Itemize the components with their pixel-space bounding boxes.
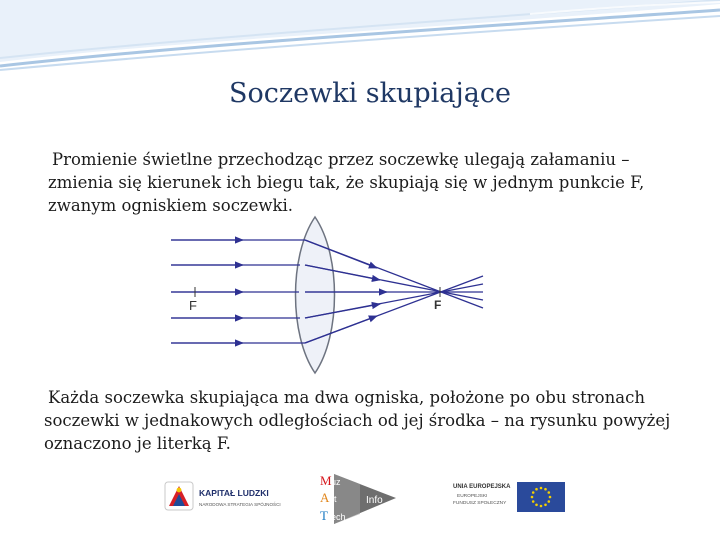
logo-letter-t: T (320, 508, 328, 523)
logo-text-rt: rt (331, 494, 337, 504)
eu-fund-line1: EUROPEJSKI (457, 494, 488, 499)
kapital-ludzki-logo (163, 478, 285, 514)
eu-name: UNIA EUROPEJSKA (453, 484, 511, 490)
focus-right-label: F (434, 298, 442, 312)
logo-text-ech: ech (331, 512, 346, 522)
focus-left-label: F (189, 298, 197, 313)
kapital-ludzki-name: KAPITAŁ LUDZKI (199, 488, 269, 498)
logo-text-info: Info (366, 495, 383, 506)
paragraph-intro-line: Promienie świetlne przechodząc przez soczewkę ulegają załamaniu – (52, 150, 630, 169)
eu-fund-line2: FUNDUSZ SPOŁECZNY (453, 501, 507, 506)
kapital-ludzki-subtitle: NARODOWA STRATEGIA SPÓJNOŚCI (199, 502, 281, 507)
paragraph-intro-line: zwanym ogniskiem soczewki. (48, 196, 294, 215)
paragraph-focus (44, 386, 706, 455)
eu-social-fund-logo (451, 480, 567, 514)
paragraph-focus-line: Każda soczewka skupiająca ma dwa ogniska, położone po obu stronach (48, 388, 645, 407)
paragraph-focus-line: oznaczono je literką F. (44, 434, 231, 453)
paragraph-focus-line: soczewki w jednakowych odległościach od jej środka – na rysunku powyżej (44, 411, 671, 430)
logo-letter-m: M (320, 473, 332, 488)
logo-text-uz: uz (331, 477, 341, 487)
logo-letter-a: A (320, 490, 330, 505)
muzarttech-info-logo (314, 470, 398, 526)
slide-title: Soczewki skupiające (229, 78, 511, 109)
eu-flag (517, 482, 565, 512)
paragraph-intro (48, 148, 698, 217)
paragraph-intro-line: zmienia się kierunek ich biegu tak, że skupiają się w jednym punkcie F, (48, 173, 645, 192)
header-swoosh-decoration (0, 0, 720, 90)
converging-lens-diagram (165, 215, 495, 375)
